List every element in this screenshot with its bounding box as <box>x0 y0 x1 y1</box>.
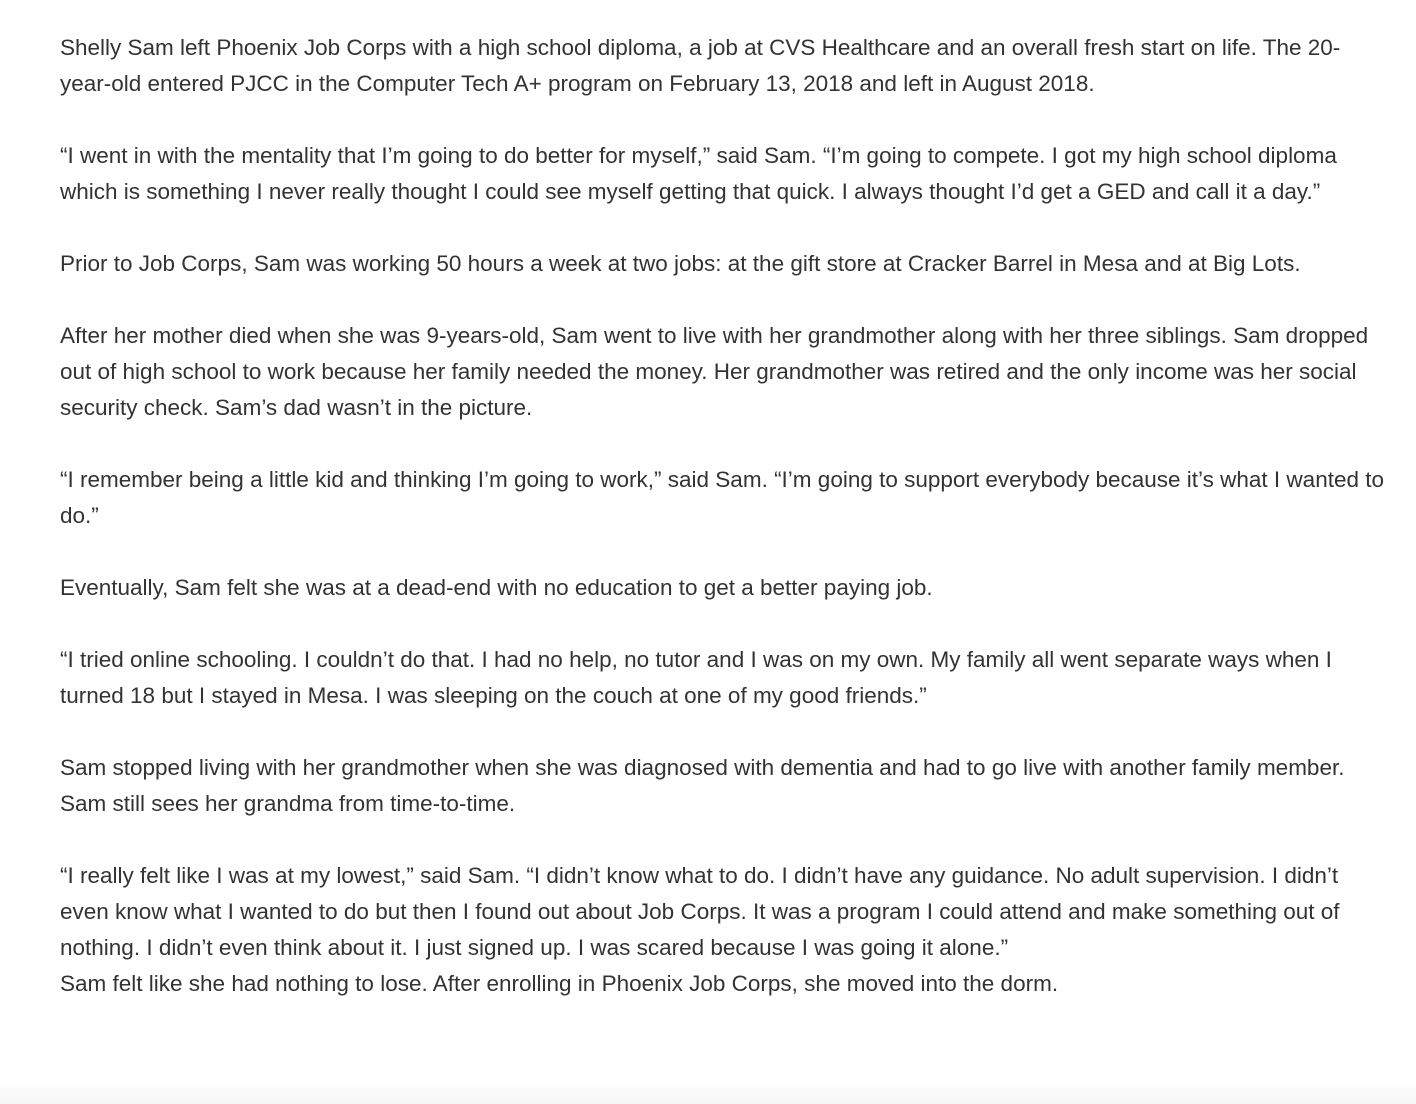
article-paragraph: Sam stopped living with her grandmother when she was diagnosed with dementia and had to go live with another family member. Sam still sees her grandma from time-to-time. <box>60 755 1345 816</box>
article-paragraph: “I went in with the mentality that I’m going to do better for myself,” said Sam. “I’m going to compete. I got my high school diploma which is something I never really thought I could see myself getting that quick. I always thought I’d get a GED and call it a day.” <box>60 143 1337 204</box>
article-paragraph: Shelly Sam left Phoenix Job Corps with a high school diploma, a job at CVS Healthcare and an overall fresh start on life. The 20-year-old entered PJCC in the Computer Tech A+ program on February 13, 2018 and left in August 2018. <box>60 35 1341 96</box>
article-paragraph: After her mother died when she was 9-years-old, Sam went to live with her grandmother along with her three siblings. Sam dropped out of high school to work because her family needed the money. Her grandmother was retired and the only income was her social security check. Sam’s dad wasn’t in the picture. <box>60 323 1369 420</box>
article-paragraph: Prior to Job Corps, Sam was working 50 hours a week at two jobs: at the gift store at Cracker Barrel in Mesa and at Big Lots. <box>60 251 1301 276</box>
bottom-fade <box>0 1082 1416 1104</box>
article-paragraph: “I really felt like I was at my lowest,” said Sam. “I didn’t know what to do. I didn’t have any guidance. No adult supervision. I didn’t even know what I wanted to do but then I found out about Job Corps. It was a program I could attend and make something out of nothing. I didn’t even think about it. I just signed up. I was scared because I was going it alone.” <box>60 863 1340 960</box>
article-paragraph: Sam felt like she had nothing to lose. After enrolling in Phoenix Job Corps, she moved into the dorm. <box>60 971 1059 996</box>
article-paragraph: “I remember being a little kid and thinking I’m going to work,” said Sam. “I’m going to support everybody because it’s what I wanted to do.” <box>60 467 1384 528</box>
article-body <box>60 30 1390 1002</box>
article-paragraph: “I tried online schooling. I couldn’t do that. I had no help, no tutor and I was on my own. My family all went separate ways when I turned 18 but I stayed in Mesa. I was sleeping on the couch at one of my good friends.” <box>60 647 1332 708</box>
article-paragraph: Eventually, Sam felt she was at a dead-end with no education to get a better paying job. <box>60 575 933 600</box>
